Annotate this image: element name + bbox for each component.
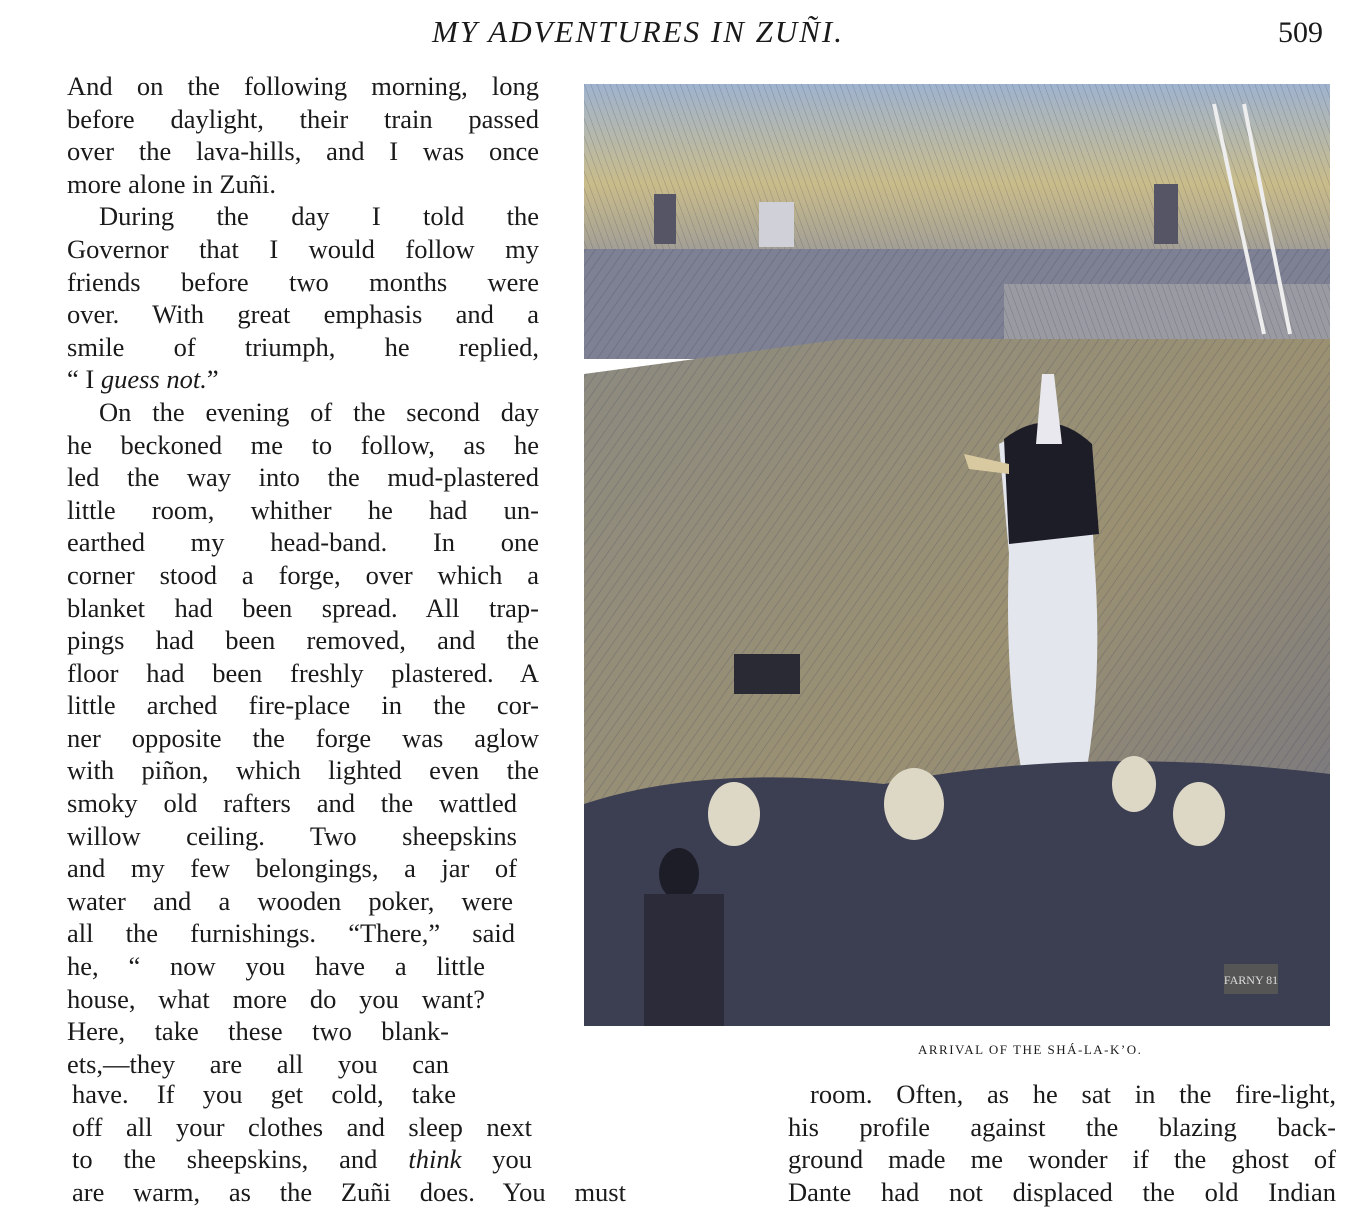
text-line: room. Often, as he sat in the fire-light, <box>810 1079 1336 1109</box>
text-line: little room, whither he had un- <box>67 494 539 525</box>
text-line: Dante had not displaced the old Indian <box>788 1176 1336 1207</box>
text-line: Governor that I would follow my <box>67 233 539 264</box>
text-line: earthed my head-band. In one <box>67 527 539 558</box>
text-line: all the furnishings. “There,” said <box>67 918 515 949</box>
text-line: before daylight, their train passed <box>67 103 539 134</box>
italic-text: guess not. <box>100 364 207 395</box>
text-line: blanket had been spread. All trap- <box>67 592 539 623</box>
quote-open: “ I <box>67 364 101 395</box>
illustration <box>584 84 1330 1026</box>
text-line: his profile against the blazing back- <box>788 1111 1336 1142</box>
figure-caption: ARRIVAL OF THE SHÁ-LA-K’O. <box>918 1042 1143 1057</box>
text-line: have. If you get cold, take <box>72 1079 456 1109</box>
engraving-image <box>584 84 1330 1026</box>
text-line: over the lava-hills, and I was once <box>67 136 539 167</box>
quote-close: ” <box>206 364 219 395</box>
text-line: smile of triumph, he replied, <box>67 331 539 362</box>
text-line: During the day I told the <box>99 201 539 232</box>
page-number: 509 <box>1278 16 1323 49</box>
text-line: friends before two months were <box>67 266 539 297</box>
text-segment: off all your clothes and sleep next <box>72 1111 532 1142</box>
text-segment: to the sheepskins, and <box>72 1144 409 1175</box>
text-line: more alone in Zuñi. <box>67 168 276 199</box>
italic-text: think <box>408 1144 462 1175</box>
paragraph-2 <box>67 200 539 396</box>
left-column <box>67 70 539 1080</box>
paragraph-3 <box>67 396 539 1080</box>
text-line: ground made me wonder if the ghost of <box>788 1144 1336 1175</box>
text-line: smoky old rafters and the wattled <box>67 788 517 819</box>
quote-line <box>67 363 539 396</box>
text-line: and my few belongings, a jar of <box>67 853 517 884</box>
text-line: And on the following morning, long <box>67 71 539 101</box>
text-line: led the way into the mud-plastered <box>67 462 539 493</box>
right-column <box>788 1078 1336 1208</box>
text-line: ets,—they are all you can <box>67 1048 449 1079</box>
text-line: are warm, as the Zuñi does. You must <box>72 1176 626 1207</box>
text-line: ner opposite the forge was aglow <box>67 722 539 753</box>
wall-window <box>734 654 800 694</box>
text-line: water and a wooden poker, were <box>67 885 513 916</box>
text-line: On the evening of the second day <box>99 396 539 427</box>
text-line: house, what more do you want? <box>67 983 485 1014</box>
text-line: little arched fire-place in the cor- <box>67 690 539 721</box>
paragraph-1 <box>67 70 539 200</box>
text-line: with piñon, which lighted even the <box>67 755 539 786</box>
artist-signature: FARNY 81 <box>1223 973 1279 987</box>
text-line: willow ceiling. Two sheepskins <box>67 820 517 851</box>
text-line: Here, take these two blank- <box>67 1016 449 1047</box>
running-head <box>0 10 1369 50</box>
text-line: floor had been freshly plastered. A <box>67 657 539 688</box>
text-line: pings had been removed, and the <box>67 625 539 656</box>
running-title: MY ADVENTURES IN ZUÑI. <box>432 14 845 49</box>
text-line <box>72 1143 532 1176</box>
text-line: corner stood a forge, over which a <box>67 559 539 590</box>
text-line <box>72 1111 532 1144</box>
text-segment: you <box>461 1144 533 1175</box>
text-line: over. With great emphasis and a <box>67 299 539 330</box>
text-line: he beckoned me to follow, as he <box>67 429 539 460</box>
left-column-bottom <box>72 1078 627 1208</box>
text-line: he, “ now you have a little <box>67 951 485 982</box>
